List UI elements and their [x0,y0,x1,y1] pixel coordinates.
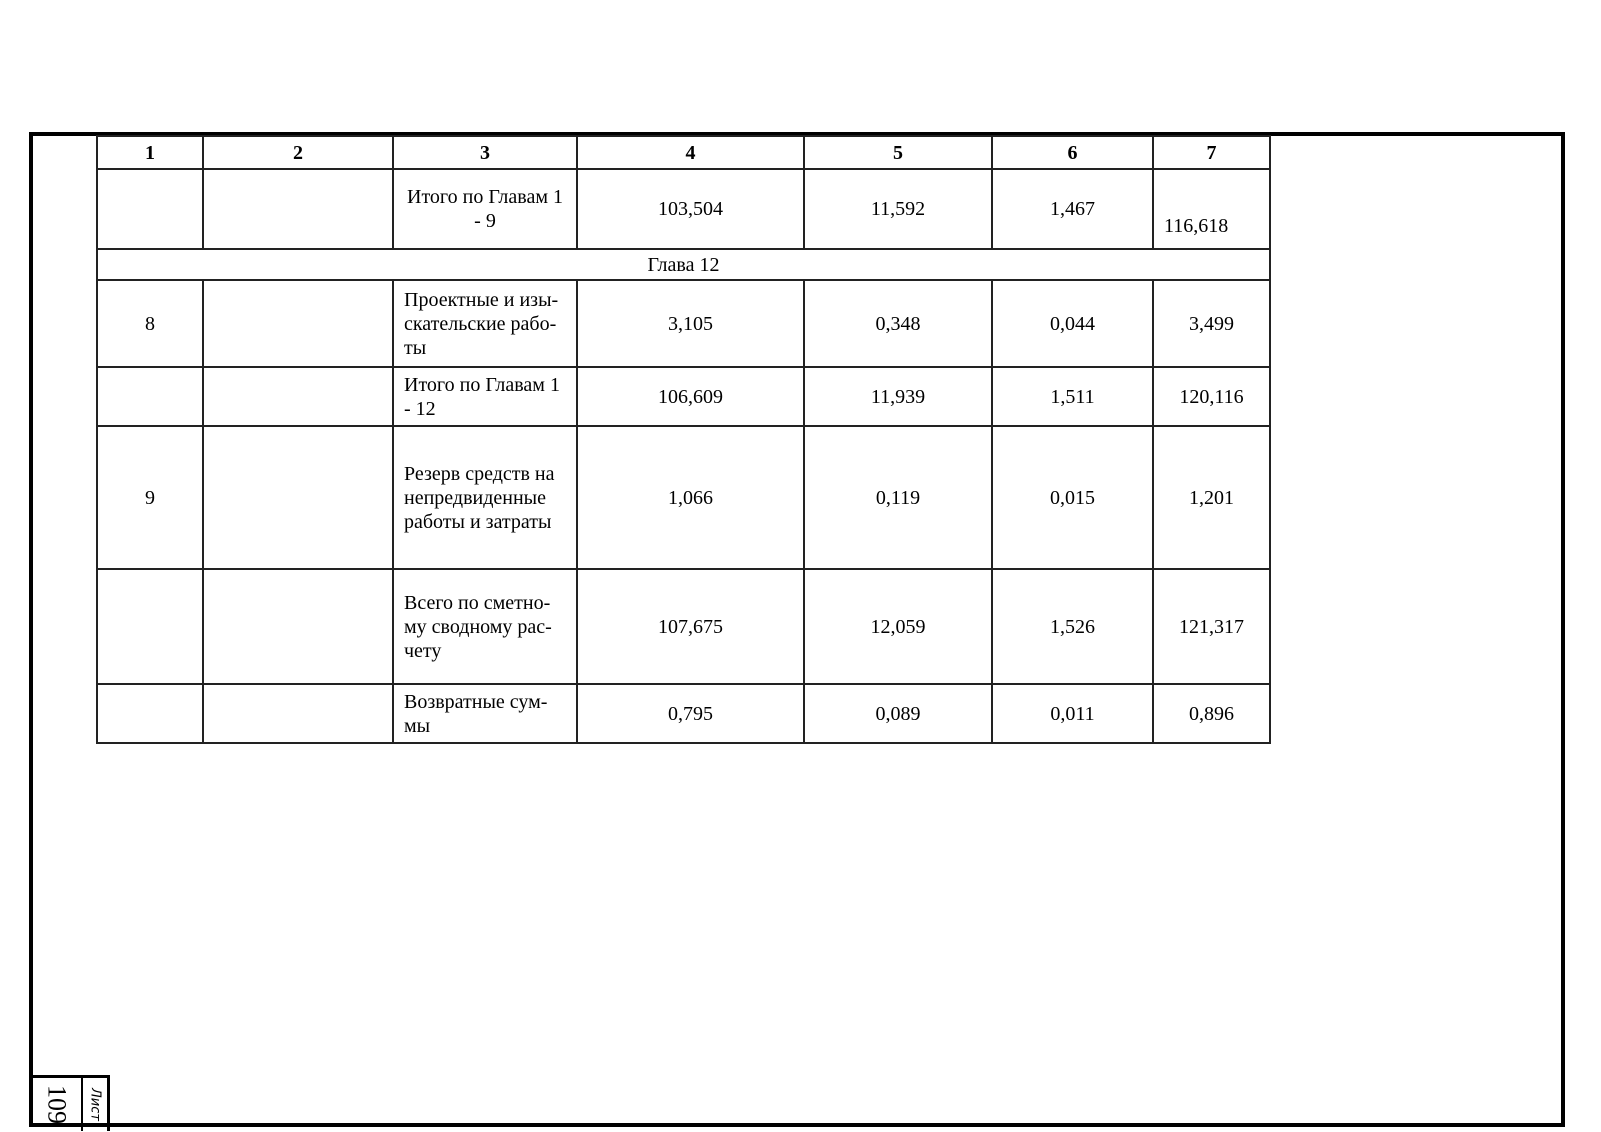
description-cell: Резерв средств на непредвиденные работы и затраты [393,426,577,569]
value-cell: 12,059 [804,569,992,684]
description-cell: Возвратные сум-мы [393,684,577,743]
code-cell [203,569,393,684]
table-row [97,426,1270,569]
sheet-label: Лист [87,1088,103,1121]
description-cell: Всего по сметно-му сводному рас-чету [393,569,577,684]
row-number-cell: 9 [97,426,203,569]
value-cell: 0,795 [577,684,804,743]
code-cell [203,367,393,426]
value-cell: 106,609 [577,367,804,426]
description-cell: Итого по Главам 1 - 12 [393,367,577,426]
chapter-row [97,249,1270,280]
row-number-cell: 8 [97,280,203,367]
column-header-6: 6 [992,136,1153,169]
total-cell: 121,317 [1153,569,1270,684]
value-cell: 107,675 [577,569,804,684]
value-cell: 0,011 [992,684,1153,743]
total-cell: 120,116 [1153,367,1270,426]
value-cell: 3,105 [577,280,804,367]
value-cell: 11,592 [804,169,992,249]
code-cell [203,426,393,569]
code-cell [203,280,393,367]
value-cell: 0,089 [804,684,992,743]
value-cell: 11,939 [804,367,992,426]
value-cell: 103,504 [577,169,804,249]
total-cell: 1,201 [1153,426,1270,569]
total-cell: 0,896 [1153,684,1270,743]
row-number-cell [97,367,203,426]
value-cell: 0,348 [804,280,992,367]
total-cell: 116,618 [1153,169,1270,249]
column-header-4: 4 [577,136,804,169]
sheet-stamp [33,1075,110,1131]
table-row [97,280,1270,367]
column-header-3: 3 [393,136,577,169]
row-number-cell [97,169,203,249]
column-header-2: 2 [203,136,393,169]
total-cell: 3,499 [1153,280,1270,367]
row-number-cell [97,569,203,684]
estimate-table [96,135,1271,744]
description-cell: Итого по Главам 1 - 9 [393,169,577,249]
code-cell [203,684,393,743]
value-cell: 0,119 [804,426,992,569]
value-cell: 1,066 [577,426,804,569]
column-header-1: 1 [97,136,203,169]
value-cell: 0,015 [992,426,1153,569]
table-row [97,367,1270,426]
code-cell [203,169,393,249]
description-cell: Проектные и изы-скательские рабо-ты [393,280,577,367]
column-header-5: 5 [804,136,992,169]
value-cell: 1,526 [992,569,1153,684]
sheet-number: 109 [43,1085,72,1124]
column-header-7: 7 [1153,136,1270,169]
table-row [97,684,1270,743]
header-row [97,136,1270,169]
chapter-title: Глава 12 [97,249,1270,280]
value-cell: 0,044 [992,280,1153,367]
row-number-cell [97,684,203,743]
table-row [97,169,1270,249]
value-cell: 1,467 [992,169,1153,249]
table-row [97,569,1270,684]
value-cell: 1,511 [992,367,1153,426]
